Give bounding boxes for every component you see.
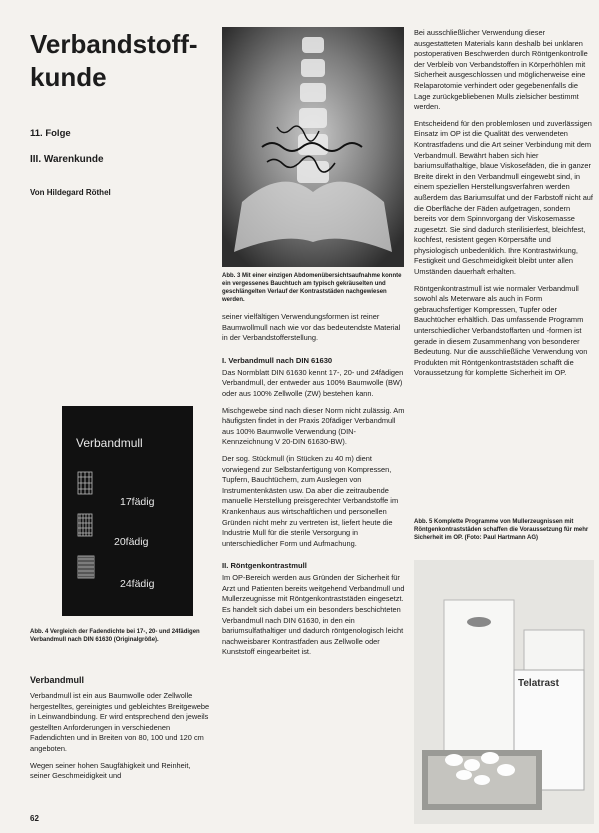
figure-4-caption: Abb. 4 Vergleich der Fadendichte bei 17-, 20- und 24fädigen Verbandmull nach DIN 61630 (Originalgröße). bbox=[30, 629, 200, 643]
section-label: III. Warenkunde bbox=[30, 154, 104, 165]
figure-3-caption: Abb. 3 Mit einer einzigen Abdomenübersichtsaufnahme konnte ein vergessenes Bauchtuch am typisch gekräuselten und geschlängelten Verlauf der Kontraststäden nachgewiesen werden. bbox=[222, 273, 402, 303]
specimen-label-17: 17fädig bbox=[120, 496, 155, 508]
mull-specimen-card bbox=[62, 406, 193, 616]
title-line-2: kunde bbox=[30, 62, 107, 92]
col2-paragraph-4: Der sog. Stückmull (in Stücken zu 40 m) dient vorwiegend zur Selbstanfertigung von Kompressen, Tupfern, Bauchtüchern, zum Auslegen von Instrumentenkästen usw. Da aber die zeitraubende manuelle Herstellung preisgerechter Verbandstoffe im Krankenhaus aus wirtschaftlichen und personellen Gründen nicht mehr zu vertreten ist, liefert heute die Industrie Mull für die sterile Versorgung in unterschiedlicher Form und Aufmachung. bbox=[222, 453, 399, 548]
col3-paragraph-1: Bei ausschließlicher Verwendung dieser ausgestatteten Materials kann deshalb bei unklaren postoperativen Beschwerden durch Röntgenkontrolle der Verbleib von Verbandstoffen in Körperhöhlen mit Sicherheit ausgeschlossen und möglicherweise eine Relaparotomie verhindert oder gegebenenfalls die Lage zurückgebliebenen Mulls zielsicher bestimmt werden. bbox=[414, 28, 588, 112]
product-photo bbox=[414, 560, 594, 824]
col1-paragraph-2: Wegen seiner hohen Saugfähigkeit und Reinheit, seiner Geschmeidigkeit und bbox=[30, 760, 191, 781]
product-photo-graphic bbox=[414, 560, 594, 824]
specimen-title: Verbandmull bbox=[76, 436, 143, 450]
col3-paragraph-3: Röntgenkontrastmull ist wie normaler Verbandmull sowohl als Meterware als auch in Form gebrauchsfertiger Kompressen, Tupfer oder Bauchtücher erhältlich. Das umfassende Programm unterschiedlicher Verbandstoffarten und -formen ist gerade in diesem Zusammenhang von besonderer Bedeutung. Nur die ausschließliche Verwendung von Produkten mit Röntgenkontraststäden schafft die Voraussetzung für komplette Sicherheit im OP. bbox=[414, 283, 588, 378]
xray-graphic bbox=[222, 27, 404, 267]
specimen-label-24: 24fädig bbox=[120, 578, 155, 590]
col2-paragraph-2: Das Normblatt DIN 61630 kennt 17-, 20- und 24fädigen Verbandmull, der entweder aus 100% Baumwolle (BW) oder aus 100% Zellwolle (ZW) bestehen kann. bbox=[222, 367, 404, 398]
gauze-samples-graphic bbox=[76, 470, 110, 590]
column-1 bbox=[30, 675, 210, 788]
product-label: Telatrast bbox=[518, 678, 559, 689]
title-line-1: Verbandstoff- bbox=[30, 29, 198, 59]
column-2 bbox=[222, 312, 406, 664]
xray-image bbox=[222, 27, 404, 267]
col1-heading: Verbandmull bbox=[30, 675, 85, 685]
col2-heading-2: II. Röntgenkontrastmull bbox=[222, 561, 307, 571]
col3-paragraph-2: Entscheidend für den problemlosen und zuverlässigen Einsatz im OP ist die Qualität des verwendeten Kontrastfadens und die Art seiner Verbindung mit dem Verbandmull. Bewährt haben sich hier bariumsulfathaltige, blaue Viskosefäden, die in ganzer Breite direkt in den Verbandmull eingewebt sind, in einem speziellen Herstellungsverfahren werden außerdem das Bariumsulfat und der Farbstoff nicht auf die Oberfläche der Fäden aufgetragen, sondern bereits vor dem Spinnvorgang der Viskosemasse zugesetzt. Sie sind dadurch sterilisierfest, bleichfest, kochfest, resistent gegen Körpersäfte und physiologisch unbedenklich. Ihre Kontrastwirkung, Festigkeit und Geschmeidigkeit bleibt unter allen Umständen dauerhaft erhalten. bbox=[414, 118, 593, 277]
specimen-label-20: 20fädig bbox=[114, 536, 149, 548]
author-line: Von Hildegard Röthel bbox=[30, 188, 111, 197]
col2-paragraph-1: seiner vielfältigen Verwendungsformen ist reiner Baumwollmull nach wie vor das bedeutendste Material in der Verbandstofferstellung. bbox=[222, 312, 401, 343]
series-label: 11. Folge bbox=[30, 128, 71, 139]
col2-paragraph-5: Im OP-Bereich werden aus Gründen der Sicherheit für Arzt und Patienten bereits weitgehend Verbandmull und Mullerzeugnisse mit Röntgenkontraststäden eingesetzt. Es handelt sich dabei um ein besonders beschichteten Verbandmull nach DIN 61630, in den ein bariumsulfathaltiger und dadurch röntgenologisch leicht nachweisbarer Kontrastfaden aus Zellwolle oder Kunststoff eingearbeitet ist. bbox=[222, 573, 405, 657]
figure-5-caption: Abb. 5 Komplette Programme von Mullerzeugnissen mit Röntgenkontraststäden schaffen die Voraussetzung für mehr Sicherheit im OP. (Foto: Paul Hartmann AG) bbox=[414, 519, 589, 541]
col1-paragraph-1: Verbandmull ist ein aus Baumwolle oder Zellwolle hergestelltes, gereinigtes und gebleichtes Breitgewebe in Leinwandbindung. Er wird entsprechend den jeweils gestellten Anforderungen in verschiedenen Fadendichten und in Breiten von 80, 100 und 120 cm angeboten. bbox=[30, 691, 210, 753]
column-3 bbox=[414, 28, 594, 385]
col2-paragraph-3: Mischgewebe sind nach dieser Norm nicht zulässig. Am häufigsten findet in der Praxis 20fädiger Verbandmull aus 100% Baumwolle Verwendung (DIN-Kennzeichnung V 20-DIN 61630-BW). bbox=[222, 405, 405, 447]
article-title bbox=[30, 28, 220, 94]
col2-heading-1: I. Verbandmull nach DIN 61630 bbox=[222, 355, 333, 365]
page-number: 62 bbox=[30, 814, 39, 823]
